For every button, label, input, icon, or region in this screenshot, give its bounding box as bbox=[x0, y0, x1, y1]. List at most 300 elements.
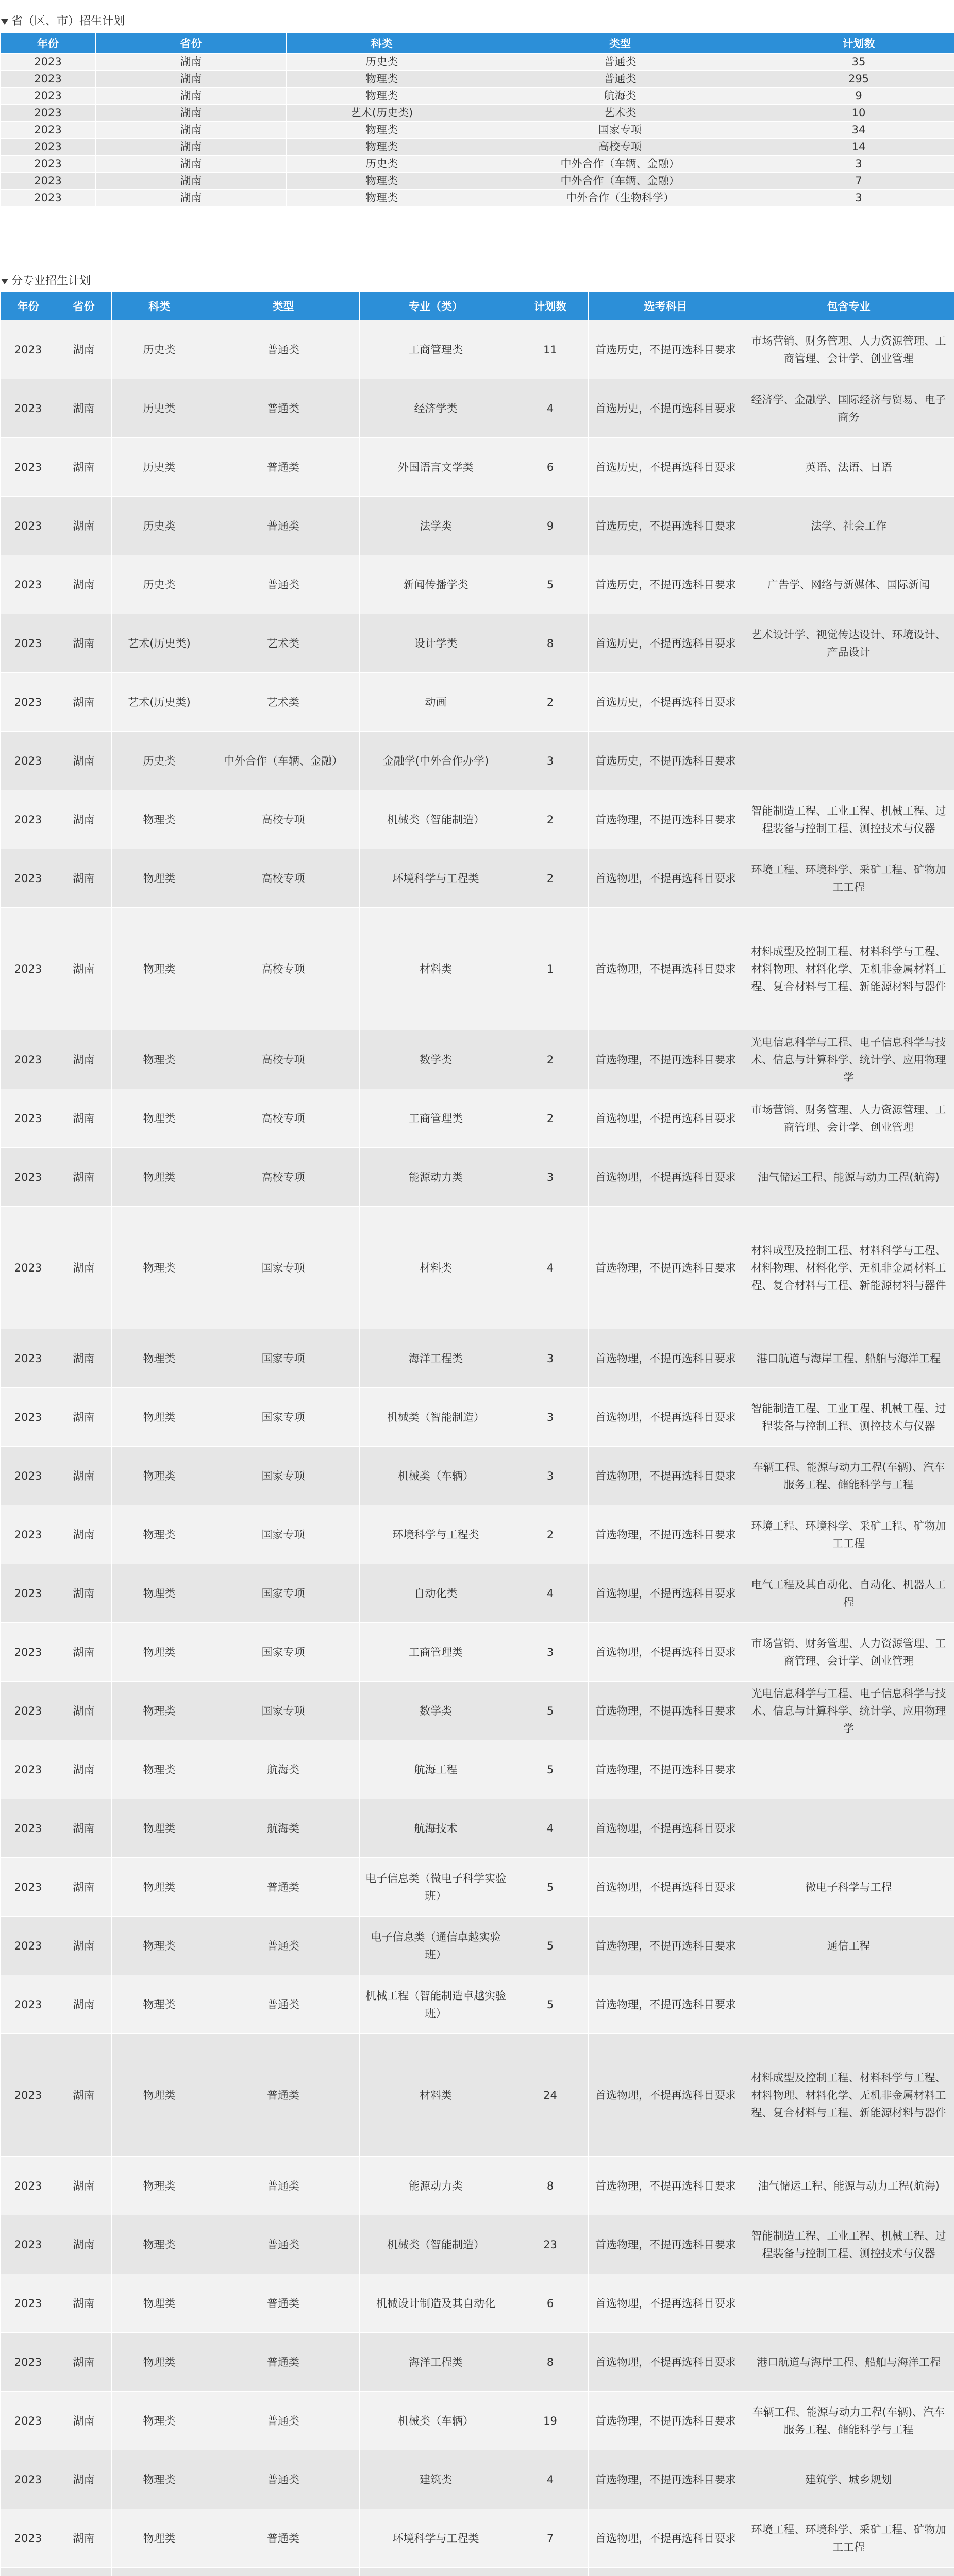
table-cell: 国家专项 bbox=[207, 1682, 360, 1740]
table-cell: 2023 bbox=[1, 2392, 56, 2450]
table-cell: 设计学类 bbox=[360, 614, 512, 673]
table-cell: 物理类 bbox=[112, 1740, 207, 1799]
column-header: 选考科目 bbox=[589, 292, 743, 320]
table-cell: 2023 bbox=[1, 1917, 56, 1975]
table-cell: 湖南 bbox=[56, 732, 112, 790]
table-row bbox=[1, 173, 954, 190]
table-cell: 2 bbox=[512, 1089, 589, 1148]
table-cell: 湖南 bbox=[56, 1030, 112, 1089]
table-cell: 湖南 bbox=[56, 1799, 112, 1858]
table-cell: 湖南 bbox=[56, 1917, 112, 1975]
table-cell: 3 bbox=[512, 732, 589, 790]
table-cell: 2023 bbox=[1, 71, 96, 88]
table-cell: 材料成型及控制工程、材料科学与工程、材料物理、材料化学、无机非金属材料工程、复合材料与工程、新能源材料与器件 bbox=[743, 908, 954, 1030]
table-cell: 航海类 bbox=[477, 88, 763, 105]
table-cell: 首选历史，不提再选科目要求 bbox=[589, 438, 743, 497]
table-cell: 19 bbox=[512, 2392, 589, 2450]
table-cell: 建筑学、城乡规划 bbox=[743, 2450, 954, 2509]
table-cell: 自动化类 bbox=[360, 1564, 512, 1623]
table-cell: 首选物理，不提再选科目要求 bbox=[589, 1505, 743, 1564]
table-cell: 首选物理，不提再选科目要求 bbox=[589, 2392, 743, 2450]
table-cell: 艺术类 bbox=[207, 614, 360, 673]
table-cell: 3 bbox=[512, 1329, 589, 1388]
table-cell bbox=[1, 2568, 56, 2576]
province-plan-table bbox=[0, 33, 954, 207]
table-cell: 湖南 bbox=[56, 614, 112, 673]
table-cell: 市场营销、财务管理、人力资源管理、工商管理、会计学、创业管理 bbox=[743, 320, 954, 379]
table-cell: 材料成型及控制工程、材料科学与工程、材料物理、材料化学、无机非金属材料工程、复合材料与工程、新能源材料与器件 bbox=[743, 1207, 954, 1329]
table-cell: 物理类 bbox=[112, 2392, 207, 2450]
table-cell: 湖南 bbox=[96, 71, 287, 88]
table-cell: 2023 bbox=[1, 1858, 56, 1917]
table-cell: 8 bbox=[512, 2333, 589, 2392]
table-cell: 湖南 bbox=[56, 438, 112, 497]
table-row bbox=[1, 790, 954, 849]
table-cell: 物理类 bbox=[287, 122, 477, 139]
table-cell: 首选物理，不提再选科目要求 bbox=[589, 1148, 743, 1207]
table-cell: 湖南 bbox=[56, 497, 112, 555]
table-cell: 智能制造工程、工业工程、机械工程、过程装备与控制工程、测控技术与仪器 bbox=[743, 1388, 954, 1447]
column-header: 科类 bbox=[112, 292, 207, 320]
table-cell: 机械类（智能制造） bbox=[360, 790, 512, 849]
table-cell: 物理类 bbox=[287, 71, 477, 88]
table-cell: 2023 bbox=[1, 1329, 56, 1388]
table-cell: 环境科学与工程类 bbox=[360, 2509, 512, 2568]
table-cell: 物理类 bbox=[112, 1447, 207, 1505]
table-cell: 2023 bbox=[1, 1799, 56, 1858]
table-cell: 车辆工程、能源与动力工程(车辆)、汽车服务工程、储能科学与工程 bbox=[743, 1447, 954, 1505]
table-cell: 湖南 bbox=[56, 1388, 112, 1447]
table-cell: 工商管理类 bbox=[360, 1623, 512, 1682]
table-cell: 艺术(历史类) bbox=[112, 614, 207, 673]
table-cell: 高校专项 bbox=[207, 849, 360, 908]
table-row bbox=[1, 1799, 954, 1858]
table-cell: 5 bbox=[512, 1682, 589, 1740]
table-cell: 通信工程 bbox=[743, 1917, 954, 1975]
table-cell: 微电子科学与工程 bbox=[743, 1858, 954, 1917]
section-title-major-plan bbox=[0, 272, 91, 291]
table-cell: 9 bbox=[763, 88, 954, 105]
table-row bbox=[1, 2509, 954, 2568]
table-cell: 普通类 bbox=[207, 379, 360, 438]
table-cell: 首选历史，不提再选科目要求 bbox=[589, 614, 743, 673]
table-cell: 普通类 bbox=[207, 1858, 360, 1917]
table-cell: 外国语言文学类 bbox=[360, 438, 512, 497]
table-cell: 首选物理，不提再选科目要求 bbox=[589, 1329, 743, 1388]
table-cell: 首选物理，不提再选科目要求 bbox=[589, 1623, 743, 1682]
table-cell: 2023 bbox=[1, 139, 96, 156]
table-cell: 首选物理，不提再选科目要求 bbox=[589, 1682, 743, 1740]
table-cell bbox=[589, 2568, 743, 2576]
table-cell: 5 bbox=[512, 1858, 589, 1917]
table-cell: 普通类 bbox=[207, 320, 360, 379]
table-row bbox=[1, 88, 954, 105]
table-cell: 湖南 bbox=[96, 88, 287, 105]
table-cell: 8 bbox=[512, 2157, 589, 2215]
table-cell: 首选物理，不提再选科目要求 bbox=[589, 2157, 743, 2215]
table-row bbox=[1, 71, 954, 88]
table-cell: 历史类 bbox=[112, 555, 207, 614]
table-cell: 物理类 bbox=[112, 1623, 207, 1682]
table-cell: 10 bbox=[763, 105, 954, 122]
table-cell: 普通类 bbox=[207, 2215, 360, 2274]
table-cell: 2023 bbox=[1, 908, 56, 1030]
table-cell: 湖南 bbox=[56, 1623, 112, 1682]
table-cell: 湖南 bbox=[56, 1089, 112, 1148]
table-cell: 机械类（车辆） bbox=[360, 2392, 512, 2450]
table-cell: 光电信息科学与工程、电子信息科学与技术、信息与计算科学、统计学、应用物理学 bbox=[743, 1682, 954, 1740]
table-cell: 艺术类 bbox=[477, 105, 763, 122]
table-cell: 首选物理，不提再选科目要求 bbox=[589, 2509, 743, 2568]
table-cell: 建筑类 bbox=[360, 2450, 512, 2509]
table-cell: 首选物理，不提再选科目要求 bbox=[589, 1917, 743, 1975]
table-cell: 3 bbox=[763, 190, 954, 207]
table-cell: 艺术(历史类) bbox=[112, 673, 207, 732]
table-cell: 物理类 bbox=[287, 173, 477, 190]
table-cell: 物理类 bbox=[112, 1917, 207, 1975]
table-cell: 普通类 bbox=[207, 2034, 360, 2157]
table-cell: 物理类 bbox=[112, 1030, 207, 1089]
table-cell: 2023 bbox=[1, 105, 96, 122]
table-cell: 历史类 bbox=[112, 438, 207, 497]
table-cell: 首选历史，不提再选科目要求 bbox=[589, 673, 743, 732]
table-row bbox=[1, 908, 954, 1030]
table-cell: 普通类 bbox=[207, 2450, 360, 2509]
table-cell bbox=[112, 2568, 207, 2576]
table-cell: 湖南 bbox=[96, 139, 287, 156]
table-cell: 航海技术 bbox=[360, 1799, 512, 1858]
table-cell bbox=[743, 2568, 954, 2576]
table-cell: 首选物理，不提再选科目要求 bbox=[589, 790, 743, 849]
table-row bbox=[1, 497, 954, 555]
table-row bbox=[1, 2450, 954, 2509]
table-cell: 环境工程、环境科学、采矿工程、矿物加工工程 bbox=[743, 1505, 954, 1564]
table-row bbox=[1, 2034, 954, 2157]
table-row bbox=[1, 190, 954, 207]
table-cell bbox=[743, 1799, 954, 1858]
table-row bbox=[1, 1682, 954, 1740]
table-cell: 车辆工程、能源与动力工程(车辆)、汽车服务工程、储能科学与工程 bbox=[743, 2392, 954, 2450]
table-cell: 首选物理，不提再选科目要求 bbox=[589, 849, 743, 908]
table-cell: 油气储运工程、能源与动力工程(航海) bbox=[743, 2157, 954, 2215]
table-cell: 首选物理，不提再选科目要求 bbox=[589, 2034, 743, 2157]
table-cell: 1 bbox=[512, 908, 589, 1030]
table-cell: 湖南 bbox=[56, 1207, 112, 1329]
table-cell: 2023 bbox=[1, 320, 56, 379]
table-cell: 2023 bbox=[1, 555, 56, 614]
table-cell: 物理类 bbox=[287, 190, 477, 207]
table-cell: 国家专项 bbox=[207, 1505, 360, 1564]
table-cell: 高校专项 bbox=[207, 1030, 360, 1089]
table-cell: 物理类 bbox=[112, 2157, 207, 2215]
table-cell: 2023 bbox=[1, 2333, 56, 2392]
table-cell: 高校专项 bbox=[477, 139, 763, 156]
table-row bbox=[1, 156, 954, 173]
table-cell: 国家专项 bbox=[207, 1447, 360, 1505]
table-cell: 艺术设计学、视觉传达设计、环境设计、产品设计 bbox=[743, 614, 954, 673]
table-cell: 中外合作（车辆、金融） bbox=[477, 156, 763, 173]
table-row bbox=[1, 1329, 954, 1388]
table-cell: 湖南 bbox=[56, 790, 112, 849]
table-row bbox=[1, 1623, 954, 1682]
table-cell: 4 bbox=[512, 1799, 589, 1858]
table-cell: 普通类 bbox=[207, 2333, 360, 2392]
table-cell: 机械设计制造及其自动化 bbox=[360, 2274, 512, 2333]
table-cell: 普通类 bbox=[207, 2274, 360, 2333]
table-cell: 物理类 bbox=[112, 2274, 207, 2333]
table-cell: 普通类 bbox=[207, 2157, 360, 2215]
table-cell: 金融学(中外合作办学) bbox=[360, 732, 512, 790]
table-cell: 2023 bbox=[1, 1975, 56, 2034]
table-cell: 物理类 bbox=[112, 2333, 207, 2392]
table-cell: 物理类 bbox=[287, 88, 477, 105]
table-cell bbox=[743, 673, 954, 732]
table-cell: 工商管理类 bbox=[360, 1089, 512, 1148]
table-cell: 3 bbox=[512, 1623, 589, 1682]
table-cell: 2023 bbox=[1, 2274, 56, 2333]
table-cell: 能源动力类 bbox=[360, 2157, 512, 2215]
table-cell: 5 bbox=[512, 1917, 589, 1975]
table-cell: 2023 bbox=[1, 1447, 56, 1505]
table-cell: 湖南 bbox=[96, 122, 287, 139]
table-cell: 湖南 bbox=[56, 1740, 112, 1799]
table-cell: 首选物理，不提再选科目要求 bbox=[589, 1030, 743, 1089]
table-cell: 首选历史，不提再选科目要求 bbox=[589, 497, 743, 555]
table-cell: 物理类 bbox=[112, 1682, 207, 1740]
table-cell: 3 bbox=[763, 156, 954, 173]
table-row bbox=[1, 1148, 954, 1207]
table-row bbox=[1, 1447, 954, 1505]
triangle-down-icon bbox=[1, 279, 8, 284]
table-cell: 湖南 bbox=[56, 908, 112, 1030]
column-header: 年份 bbox=[1, 33, 96, 54]
table-cell: 历史类 bbox=[287, 54, 477, 71]
table-cell: 历史类 bbox=[112, 320, 207, 379]
table-cell: 2023 bbox=[1, 122, 96, 139]
table-cell: 普通类 bbox=[477, 71, 763, 88]
table-cell: 艺术类 bbox=[207, 673, 360, 732]
table-cell: 34 bbox=[763, 122, 954, 139]
table-cell: 湖南 bbox=[56, 1148, 112, 1207]
table-cell: 2 bbox=[512, 1505, 589, 1564]
table-cell: 湖南 bbox=[96, 105, 287, 122]
table-row bbox=[1, 1858, 954, 1917]
table-row bbox=[1, 1975, 954, 2034]
table-cell bbox=[743, 732, 954, 790]
table-row bbox=[1, 555, 954, 614]
table-cell: 中外合作（生物科学） bbox=[477, 190, 763, 207]
table-cell: 2023 bbox=[1, 614, 56, 673]
table-cell: 2023 bbox=[1, 1148, 56, 1207]
table-cell: 2 bbox=[512, 790, 589, 849]
table-cell: 材料类 bbox=[360, 1207, 512, 1329]
table-cell: 光电信息科学与工程、电子信息科学与技术、信息与计算科学、统计学、应用物理学 bbox=[743, 1030, 954, 1089]
table-cell: 首选历史，不提再选科目要求 bbox=[589, 555, 743, 614]
table-cell: 英语、法语、日语 bbox=[743, 438, 954, 497]
table-row bbox=[1, 1089, 954, 1148]
table-cell: 2023 bbox=[1, 1623, 56, 1682]
table-cell: 物理类 bbox=[112, 1858, 207, 1917]
table-cell: 2023 bbox=[1, 54, 96, 71]
table-cell: 国家专项 bbox=[477, 122, 763, 139]
table-cell: 2023 bbox=[1, 790, 56, 849]
table-cell: 湖南 bbox=[96, 156, 287, 173]
table-cell: 材料类 bbox=[360, 908, 512, 1030]
table-cell: 航海类 bbox=[207, 1799, 360, 1858]
table-cell: 材料类 bbox=[360, 2034, 512, 2157]
table-cell: 湖南 bbox=[56, 379, 112, 438]
table-row bbox=[1, 1917, 954, 1975]
table-cell: 高校专项 bbox=[207, 1089, 360, 1148]
table-cell: 23 bbox=[512, 2215, 589, 2274]
table-cell: 首选物理，不提再选科目要求 bbox=[589, 1447, 743, 1505]
table-cell: 高校专项 bbox=[207, 1148, 360, 1207]
table-cell: 2023 bbox=[1, 1089, 56, 1148]
table-row bbox=[1, 1030, 954, 1089]
major-plan-table bbox=[0, 292, 954, 2576]
table-row bbox=[1, 1207, 954, 1329]
table-cell: 物理类 bbox=[112, 1505, 207, 1564]
table-cell: 2023 bbox=[1, 2509, 56, 2568]
column-header: 专业（类） bbox=[360, 292, 512, 320]
table-cell: 物理类 bbox=[112, 2034, 207, 2157]
table-cell: 物理类 bbox=[112, 1975, 207, 2034]
table-row bbox=[1, 1564, 954, 1623]
table-row bbox=[1, 2333, 954, 2392]
table-cell: 经济学类 bbox=[360, 379, 512, 438]
table-cell bbox=[512, 2568, 589, 2576]
table-cell: 海洋工程类 bbox=[360, 2333, 512, 2392]
table-cell: 环境科学与工程类 bbox=[360, 1505, 512, 1564]
table-cell: 普通类 bbox=[207, 1917, 360, 1975]
table-cell: 普通类 bbox=[207, 2509, 360, 2568]
table-cell: 物理类 bbox=[287, 139, 477, 156]
table-cell bbox=[743, 1975, 954, 2034]
table-cell: 湖南 bbox=[56, 1505, 112, 1564]
table-cell: 数学类 bbox=[360, 1030, 512, 1089]
table-cell: 2023 bbox=[1, 190, 96, 207]
table-cell: 湖南 bbox=[96, 54, 287, 71]
table-cell: 湖南 bbox=[56, 673, 112, 732]
table-header-row bbox=[1, 33, 954, 54]
table-cell: 新闻传播学类 bbox=[360, 555, 512, 614]
table-cell: 中外合作（车辆、金融） bbox=[207, 732, 360, 790]
table-cell: 法学类 bbox=[360, 497, 512, 555]
table-cell: 首选物理，不提再选科目要求 bbox=[589, 1388, 743, 1447]
table-cell bbox=[56, 2568, 112, 2576]
table-cell: 智能制造工程、工业工程、机械工程、过程装备与控制工程、测控技术与仪器 bbox=[743, 2215, 954, 2274]
table-cell: 2023 bbox=[1, 2157, 56, 2215]
table-row bbox=[1, 2157, 954, 2215]
table-cell: 2023 bbox=[1, 379, 56, 438]
table-cell: 航海类 bbox=[207, 1740, 360, 1799]
table-cell: 普通类 bbox=[477, 54, 763, 71]
table-cell: 5 bbox=[512, 1975, 589, 2034]
table-cell: 首选物理，不提再选科目要求 bbox=[589, 2450, 743, 2509]
table-cell: 2023 bbox=[1, 1682, 56, 1740]
table-cell: 2023 bbox=[1, 173, 96, 190]
table-cell: 2023 bbox=[1, 1207, 56, 1329]
table-cell: 经济学、金融学、国际经济与贸易、电子商务 bbox=[743, 379, 954, 438]
table-cell bbox=[207, 2568, 360, 2576]
table-cell: 2023 bbox=[1, 88, 96, 105]
table-row bbox=[1, 1505, 954, 1564]
table-cell: 能源动力类 bbox=[360, 1148, 512, 1207]
table-cell: 湖南 bbox=[56, 2274, 112, 2333]
table-cell: 2023 bbox=[1, 156, 96, 173]
table-cell: 湖南 bbox=[56, 1329, 112, 1388]
table-cell: 湖南 bbox=[56, 2157, 112, 2215]
table-cell: 材料成型及控制工程、材料科学与工程、材料物理、材料化学、无机非金属材料工程、复合材料与工程、新能源材料与器件 bbox=[743, 2034, 954, 2157]
table-row bbox=[1, 122, 954, 139]
table-cell: 首选物理，不提再选科目要求 bbox=[589, 1564, 743, 1623]
table-cell: 首选物理，不提再选科目要求 bbox=[589, 908, 743, 1030]
table-cell: 2023 bbox=[1, 497, 56, 555]
table-cell: 首选物理，不提再选科目要求 bbox=[589, 2215, 743, 2274]
table-cell: 9 bbox=[512, 497, 589, 555]
section-title-plan bbox=[0, 12, 125, 31]
table-cell: 电子信息类（通信卓越实验班） bbox=[360, 1917, 512, 1975]
table-cell: 高校专项 bbox=[207, 790, 360, 849]
table-cell: 湖南 bbox=[56, 2450, 112, 2509]
table-row bbox=[1, 2568, 954, 2576]
table-cell: 2023 bbox=[1, 673, 56, 732]
table-cell: 历史类 bbox=[112, 497, 207, 555]
table-cell: 2023 bbox=[1, 2450, 56, 2509]
table-cell: 首选物理，不提再选科目要求 bbox=[589, 2274, 743, 2333]
table-cell: 普通类 bbox=[207, 438, 360, 497]
table-cell: 5 bbox=[512, 1740, 589, 1799]
table-cell: 环境科学与工程类 bbox=[360, 849, 512, 908]
table-cell: 数学类 bbox=[360, 1682, 512, 1740]
table-cell: 湖南 bbox=[96, 173, 287, 190]
table-row bbox=[1, 438, 954, 497]
table-cell: 3 bbox=[512, 1388, 589, 1447]
table-cell: 历史类 bbox=[112, 732, 207, 790]
table-cell: 湖南 bbox=[56, 2333, 112, 2392]
table-cell: 首选物理，不提再选科目要求 bbox=[589, 2333, 743, 2392]
table-cell: 物理类 bbox=[112, 849, 207, 908]
column-header: 计划数 bbox=[512, 292, 589, 320]
table-cell: 8 bbox=[512, 614, 589, 673]
table-cell: 普通类 bbox=[207, 555, 360, 614]
table-cell: 市场营销、财务管理、人力资源管理、工商管理、会计学、创业管理 bbox=[743, 1089, 954, 1148]
table-cell: 2 bbox=[512, 1030, 589, 1089]
table-cell: 6 bbox=[512, 2274, 589, 2333]
table-cell: 4 bbox=[512, 2450, 589, 2509]
table-cell: 湖南 bbox=[56, 2509, 112, 2568]
table-cell: 国家专项 bbox=[207, 1623, 360, 1682]
table-row bbox=[1, 1740, 954, 1799]
table-cell: 14 bbox=[763, 139, 954, 156]
table-cell: 机械类（车辆） bbox=[360, 1447, 512, 1505]
table-cell: 物理类 bbox=[112, 790, 207, 849]
section-title-plan-text: 省（区、市）招生计划 bbox=[11, 15, 125, 28]
column-header: 类型 bbox=[477, 33, 763, 54]
table-row bbox=[1, 139, 954, 156]
table-cell: 7 bbox=[512, 2509, 589, 2568]
table-cell: 24 bbox=[512, 2034, 589, 2157]
table-cell: 物理类 bbox=[112, 1329, 207, 1388]
table-cell: 历史类 bbox=[287, 156, 477, 173]
table-cell: 国家专项 bbox=[207, 1329, 360, 1388]
table-cell: 湖南 bbox=[56, 1564, 112, 1623]
table-cell: 2023 bbox=[1, 1388, 56, 1447]
table-cell: 2 bbox=[512, 673, 589, 732]
table-cell: 首选物理，不提再选科目要求 bbox=[589, 1975, 743, 2034]
table-cell: 普通类 bbox=[207, 2392, 360, 2450]
table-header-row bbox=[1, 292, 954, 320]
